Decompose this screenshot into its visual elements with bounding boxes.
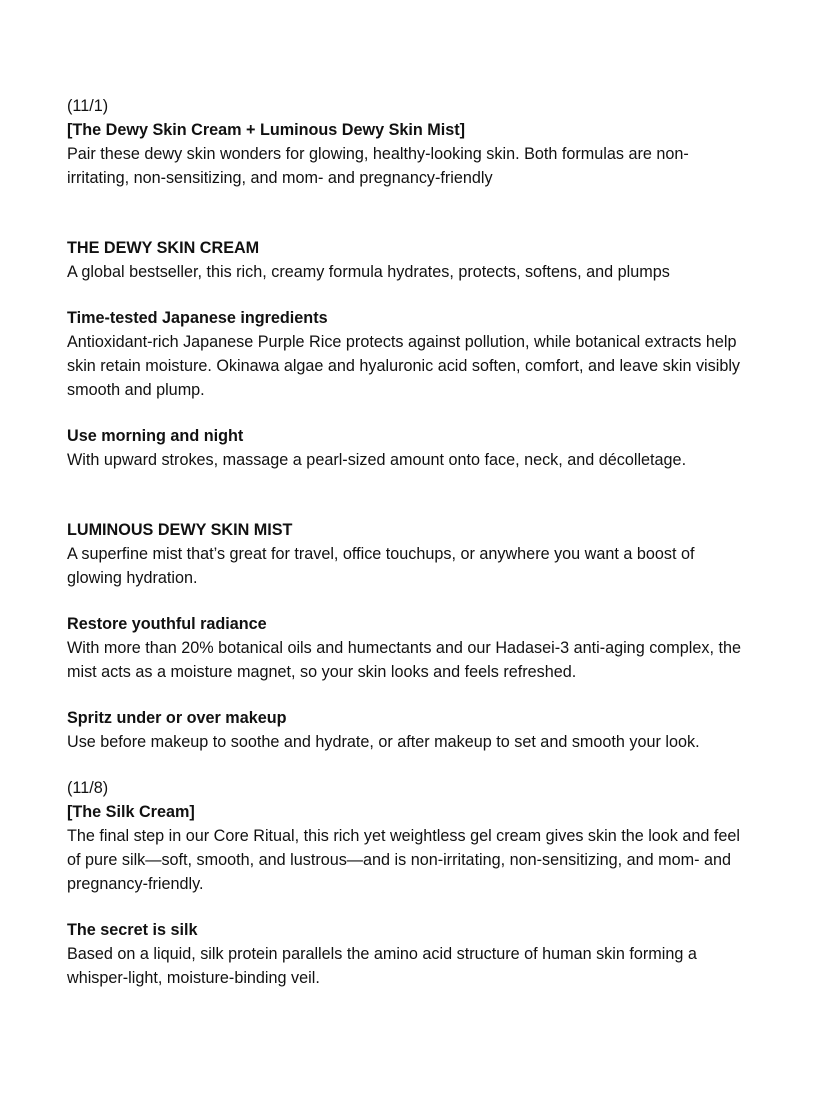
product2-feature2-heading: Spritz under or over makeup	[67, 709, 287, 727]
product2-feature1-body: With more than 20% botanical oils and humectants and our Hadasei-3 anti-aging complex, the mist acts as a moisture magnet, so your skin looks and feels refreshed.	[67, 639, 741, 681]
post2-feature1-heading: The secret is silk	[67, 921, 198, 939]
product1-feature2-heading: Use morning and night	[67, 427, 244, 445]
post2-feature1-body: Based on a liquid, silk protein parallels the amino acid structure of human skin forming a whisper-light, moisture-binding veil.	[67, 945, 697, 987]
product2-tagline: A superfine mist that’s great for travel, office touchups, or anywhere you want a boost of glowing hydration.	[67, 545, 695, 587]
post1-date: (11/1)	[67, 97, 109, 115]
post1-intro: Pair these dewy skin wonders for glowing, healthy-looking skin. Both formulas are non-irritating, non-sensitizing, and mom- and pregnancy-friendly	[67, 145, 689, 187]
product2-feature1-heading: Restore youthful radiance	[67, 615, 267, 633]
product1-feature1-body: Antioxidant-rich Japanese Purple Rice protects against pollution, while botanical extracts help skin retain moisture. Okinawa algae and hyaluronic acid soften, comfort, and leave skin visibly smooth and plump.	[67, 333, 741, 399]
product1-tagline: A global bestseller, this rich, creamy formula hydrates, protects, softens, and plumps	[67, 263, 670, 281]
post2-title: [The Silk Cream]	[67, 803, 195, 821]
product2-name: LUMINOUS DEWY SKIN MIST	[67, 521, 293, 539]
product1-name: THE DEWY SKIN CREAM	[67, 239, 260, 257]
post1-title: [The Dewy Skin Cream + Luminous Dewy Skin Mist]	[67, 121, 466, 139]
product1-feature1-heading: Time-tested Japanese ingredients	[67, 309, 328, 327]
post2-date: (11/8)	[67, 779, 109, 797]
product1-feature2-body: With upward strokes, massage a pearl-sized amount onto face, neck, and décolletage.	[67, 451, 687, 469]
product2-feature2-body: Use before makeup to soothe and hydrate, or after makeup to set and smooth your look.	[67, 733, 700, 751]
post2-intro: The final step in our Core Ritual, this rich yet weightless gel cream gives skin the look and feel of pure silk—soft, smooth, and lustrous—and is non-irritating, non-sensitizing, and mom- and pregnancy-friendly.	[67, 827, 741, 893]
